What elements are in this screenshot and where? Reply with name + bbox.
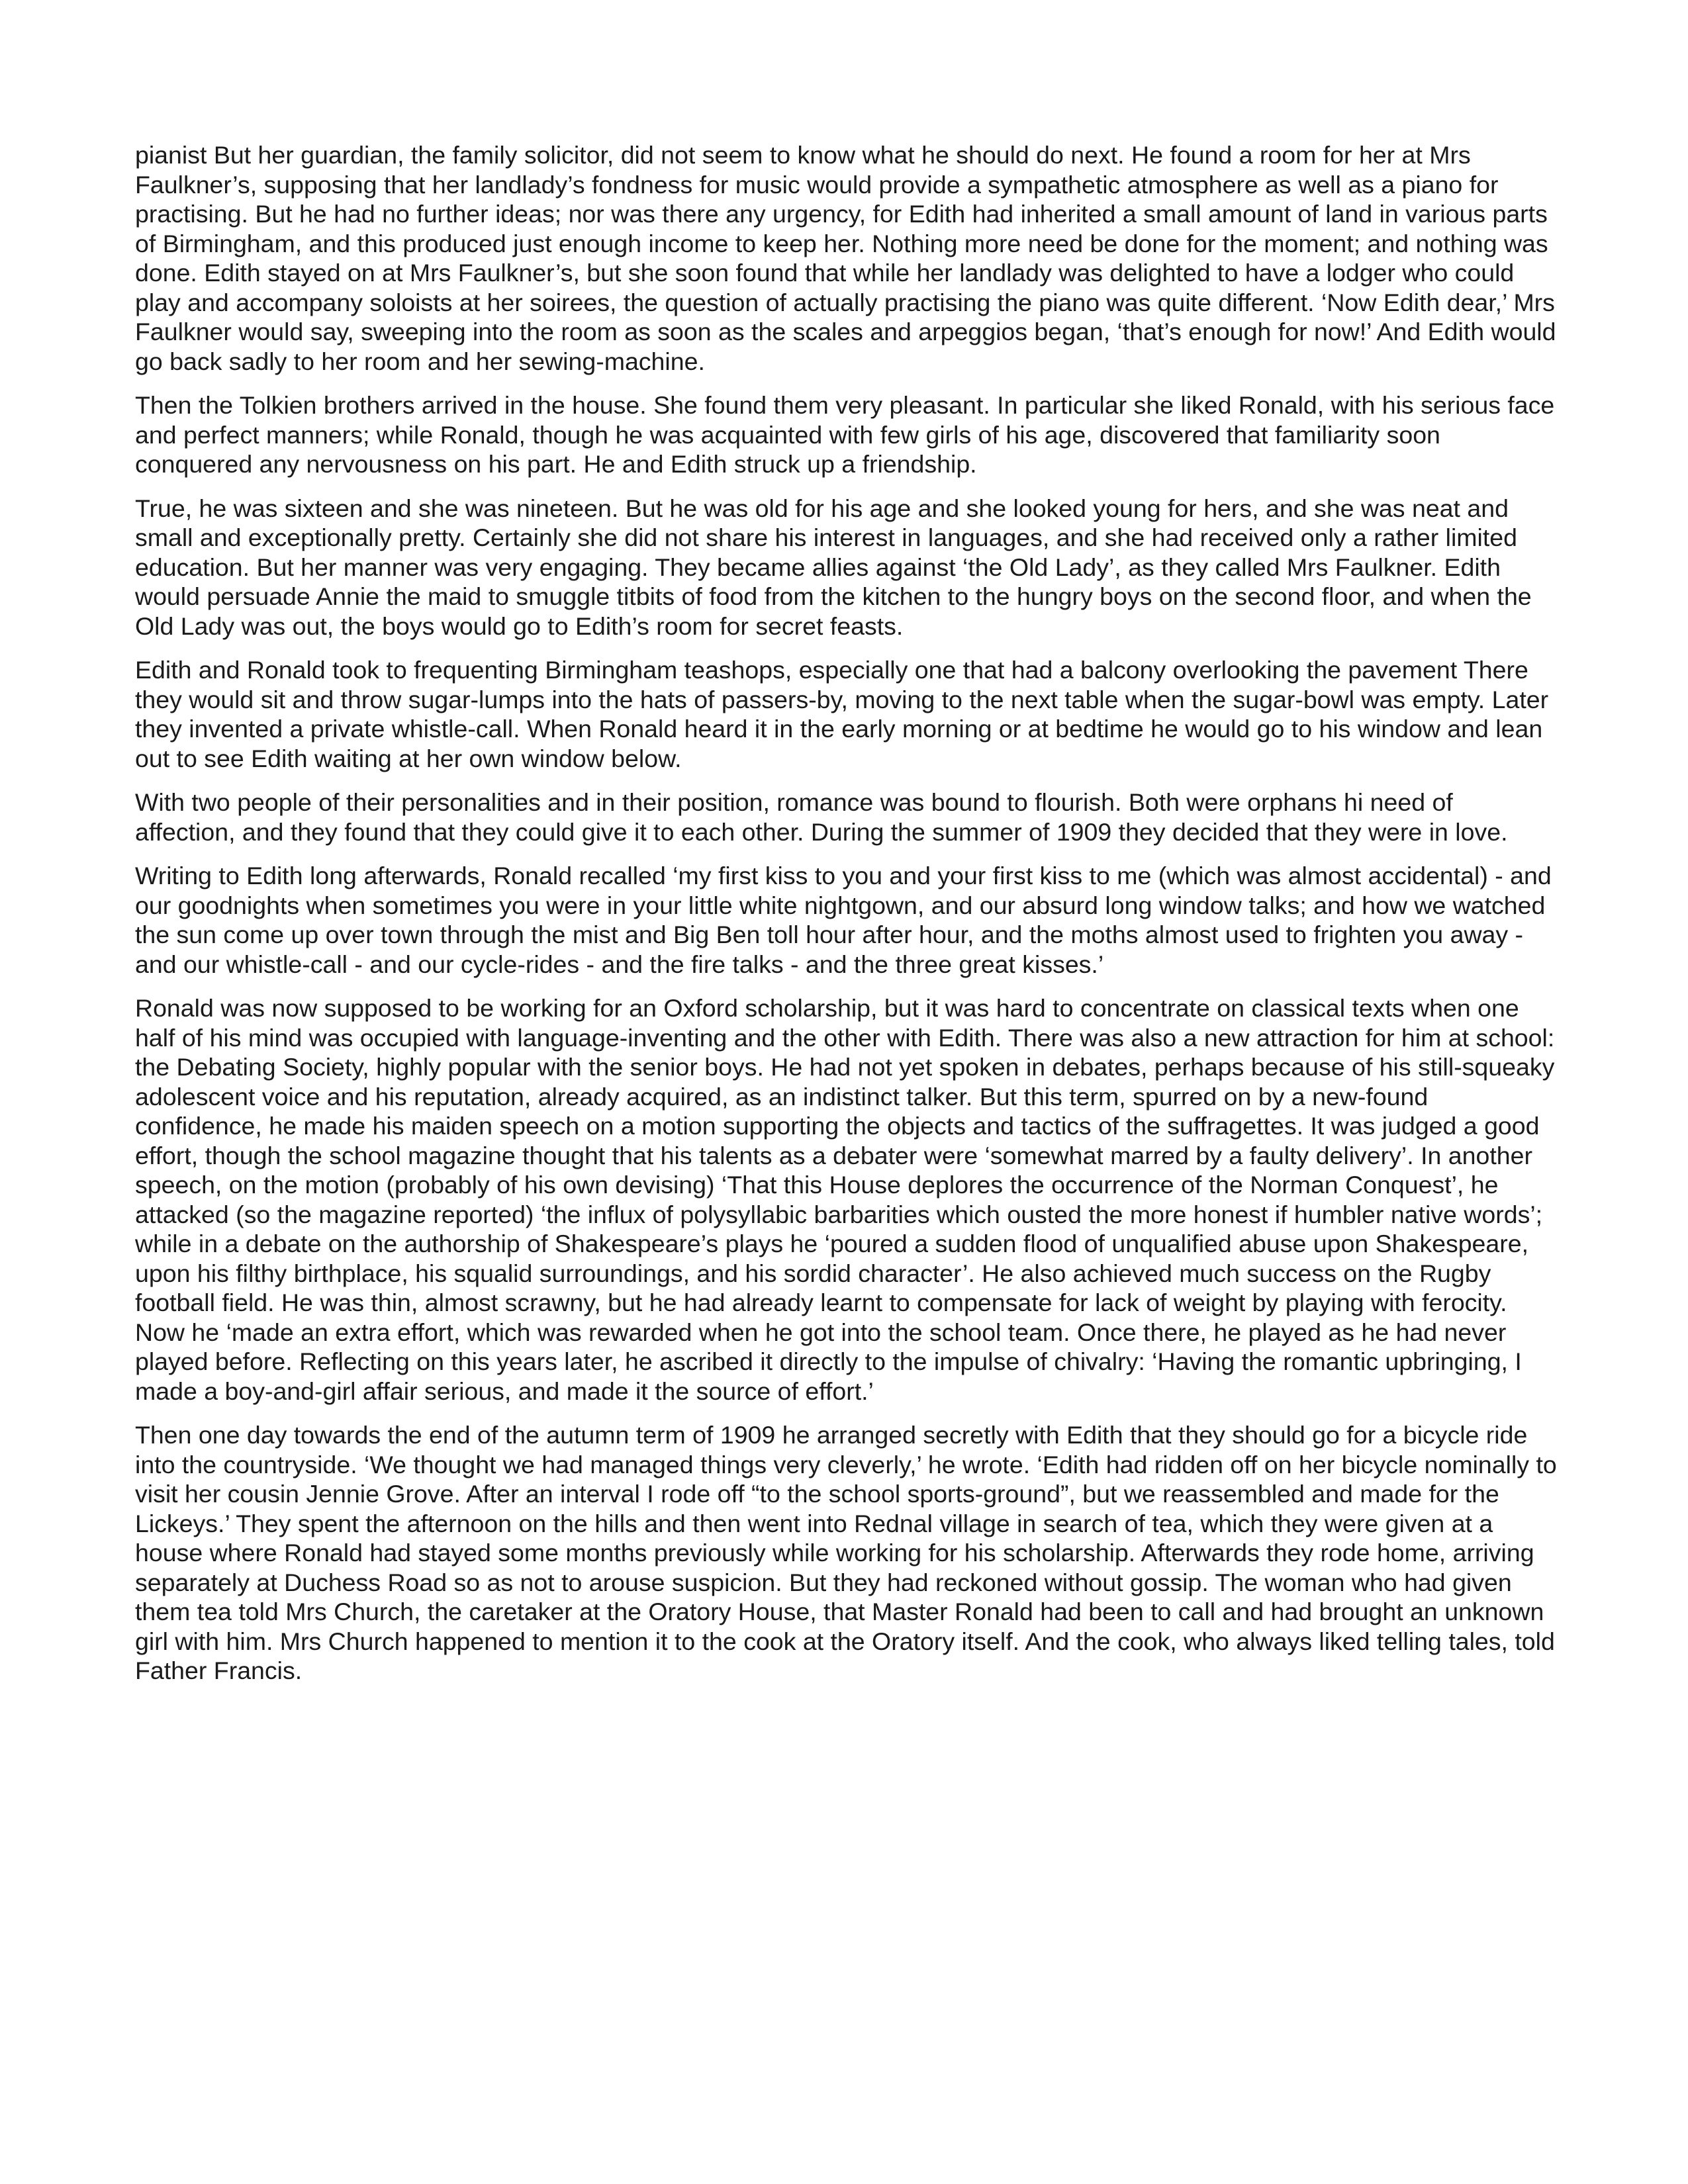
- paragraph-2: Then the Tolkien brothers arrived in the house. She found them very pleasant. In particular she liked Ronald, with his serious face and perfect manners; while Ronald, though he was acquainted with few girls of his age, discovered that familiarity soon conquered any nervousness on his part. He and Edith struck up a friendship.: [135, 391, 1555, 478]
- paragraph-6: Writing to Edith long afterwards, Ronald recalled ‘my first kiss to you and your first kiss to me (which was almost accidental) - and our goodnights when sometimes you were in your little white nightgown, and our absurd long window talks; and how we watched the sun come up over town through the mist and Big Ben toll hour after hour, and the moths almost used to frighten you away - and our whistle-call - and our cycle-rides - and the fire talks - and the three great kisses.’: [135, 862, 1552, 978]
- paragraph-8: Then one day towards the end of the autumn term of 1909 he arranged secretly with Edith that they should go for a bicycle ride into the countryside. ‘We thought we had managed things very cleverly,’ he wrote. ‘Edith had ridden off on her bicycle nominally to visit her cousin Jennie Grove. After an interval I rode off “to the school sports-ground”, but we reassembled and made for the Lickeys.’ They spent the afternoon on the hills and then went into Rednal village in search of tea, which they were given at a house where Ronald had stayed some months previously while working for his scholarship. Afterwards they rode home, arriving separately at Duchess Road so as not to arouse suspicion. But they had reckoned without gossip. The woman who had given them tea told Mrs Church, the caretaker at the Oratory House, that Master Ronald had been to call and had brought an unknown girl with him. Mrs Church happened to mention it to the cook at the Oratory itself. And the cook, who always liked telling tales, told Father Francis.: [135, 1421, 1557, 1684]
- paragraph-1: pianist But her guardian, the family solicitor, did not seem to know what he should do next. He found a room for her at Mrs Faulkner’s, supposing that her landlady’s fondness for music would provide a sympathetic atmosphere as well as a piano for practising. But he had no further ideas; nor was there any urgency, for Edith had inherited a small amount of land in various parts of Birmingham, and this produced just enough income to keep her. Nothing more need be done for the moment; and nothing was done. Edith stayed on at Mrs Faulkner’s, but she soon found that while her landlady was delighted to have a lodger who could play and accompany soloists at her soirees, the question of actually practising the piano was quite different. ‘Now Edith dear,’ Mrs Faulkner would say, sweeping into the room as soon as the scales and arpeggios began, ‘that’s enough for now!’ And Edith would go back sadly to her room and her sewing-machine.: [135, 141, 1556, 375]
- paragraph-5: With two people of their personalities and in their position, romance was bound to flourish. Both were orphans hi need of affection, and they found that they could give it to each other. During the summer of 1909 they decided that they were in love.: [135, 788, 1508, 846]
- body-text: [135, 140, 1558, 1700]
- paragraph-4: Edith and Ronald took to frequenting Birmingham teashops, especially one that had a balcony overlooking the pavement There they would sit and throw sugar-lumps into the hats of passers-by, moving to the next table when the sugar-bowl was empty. Later they invented a private whistle-call. When Ronald heard it in the early morning or at bedtime he would go to his window and lean out to see Edith waiting at her own window below.: [135, 656, 1549, 772]
- paragraph-3: True, he was sixteen and she was nineteen. But he was old for his age and she looked young for hers, and she was neat and small and exceptionally pretty. Certainly she did not share his interest in languages, and she had received only a rather limited education. But her manner was very engaging. They became allies against ‘the Old Lady’, as they called Mrs Faulkner. Edith would persuade Annie the maid to smuggle titbits of food from the kitchen to the hungry boys on the second floor, and when the Old Lady was out, the boys would go to Edith’s room for secret feasts.: [135, 494, 1532, 640]
- paragraph-7: Ronald was now supposed to be working for an Oxford scholarship, but it was hard to concentrate on classical texts when one half of his mind was occupied with language-inventing and the other with Edith. There was also a new attraction for him at school: the Debating Society, highly popular with the senior boys. He had not yet spoken in debates, perhaps because of his still-squeaky adolescent voice and his reputation, already acquired, as an indistinct talker. But this term, spurred on by a new-found confidence, he made his maiden speech on a motion supporting the objects and tactics of the suffragettes. It was judged a good effort, though the school magazine thought that his talents as a debater were ‘somewhat marred by a faulty delivery’. In another speech, on the motion (probably of his own devising) ‘That this House deplores the occurrence of the Norman Conquest’, he attacked (so the magazine reported) ‘the influx of polysyllabic barbarities which ousted the more honest if humbler native words’; while in a debate on the authorship of Shakespeare’s plays he ‘poured a sudden flood of unqualified abuse upon Shakespeare, upon his filthy birthplace, his squalid surroundings, and his sordid character’. He also achieved much success on the Rugby football field. He was thin, almost scrawny, but he had already learnt to compensate for lack of weight by playing with ferocity. Now he ‘made an extra effort, which was rewarded when he got into the school team. Once there, he played as he had never played before. Reflecting on this years later, he ascribed it directly to the impulse of chivalry: ‘Having the romantic upbringing, I made a boy-and-girl affair serious, and made it the source of effort.’: [135, 994, 1555, 1405]
